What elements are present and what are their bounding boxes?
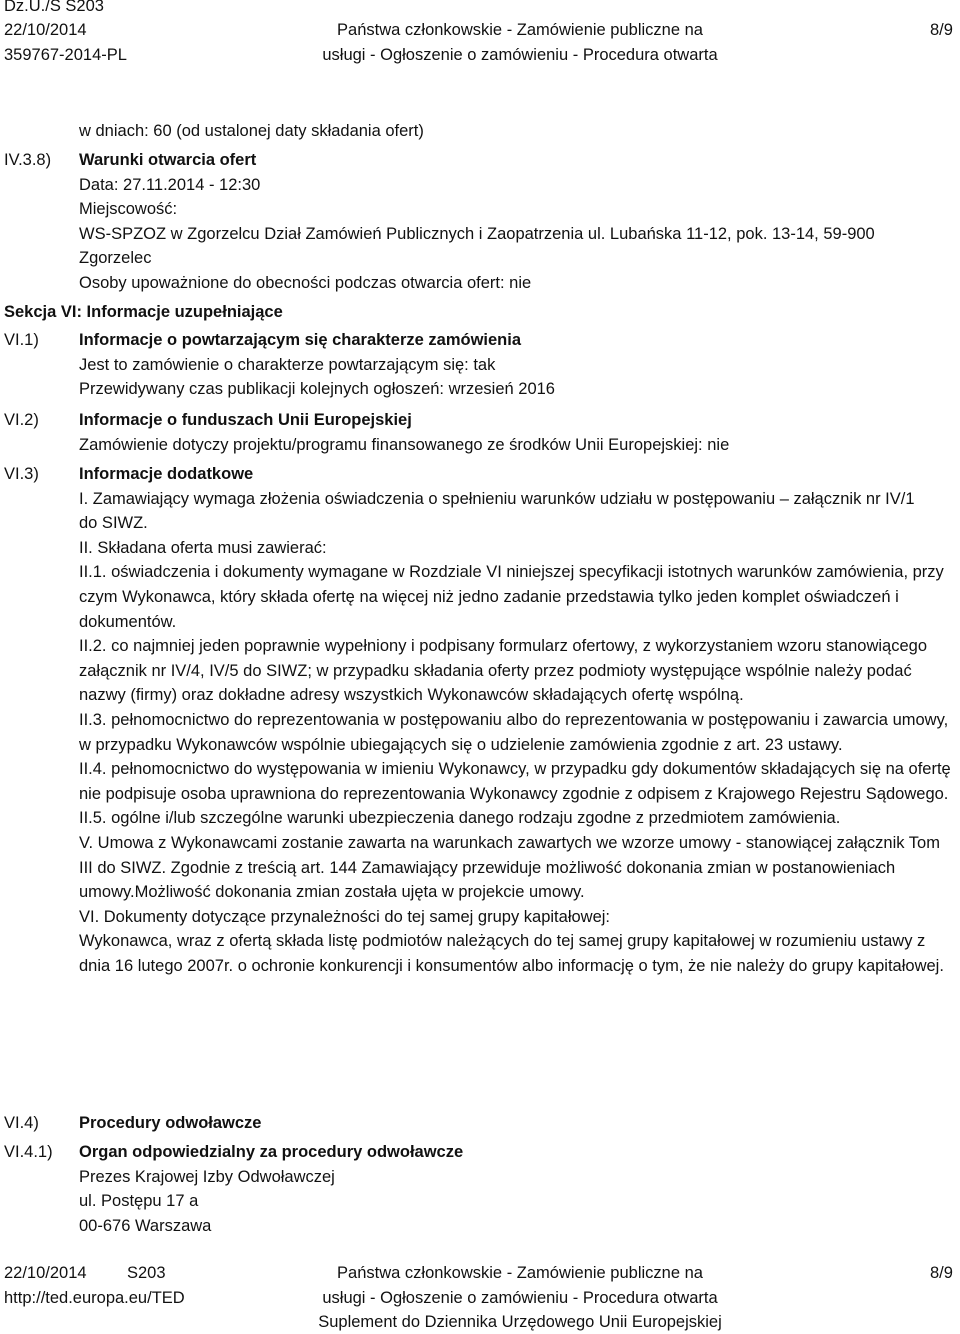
section-vi4	[79, 1111, 951, 1136]
paragraph: V. Umowa z Wykonawcami zostanie zawarta na warunkach zawartych we wzorze umowy - stanowiącej załącznik Tom III do SIWZ. Zgodnie z treścią art. 144 Zamawiający przewiduje możliwość dokonania zmian w postanowieniach umowy.Możliwość dokonania zmian została ujęta w projekcie umowy.	[79, 833, 940, 902]
section-iv38	[79, 148, 951, 296]
section-vi41	[79, 1140, 951, 1238]
section-title: Informacje o powtarzającym się charakterze zamówienia	[79, 331, 522, 349]
footer-date: 22/10/2014	[4, 1264, 87, 1282]
header-title-line2: usługi - Ogłoszenie o zamówieniu - Procedura otwarta	[322, 46, 718, 64]
footer-title-line3: Suplement do Dziennika Urzędowego Unii Europejskiej	[318, 1313, 722, 1331]
text-line: ul. Postępu 17 a	[79, 1192, 199, 1211]
section-title: Organ odpowiedzialny za procedury odwoławcze	[79, 1143, 464, 1161]
paragraph: Wykonawca, wraz z ofertą składa listę podmiotów należących do tej samej grupy kapitałowej w rozumieniu ustawy z dnia 16 lutego 2007r. o ochronie konkurencji i konsumentów albo informację o tym, że nie należy do grupy kapitałowej.	[79, 932, 944, 975]
paragraph: do SIWZ.	[79, 514, 148, 533]
paragraph: II.2. co najmniej jeden poprawnie wypełniony i podpisany formularz ofertowy, z wykorzystaniem wzoru stanowiącego załącznik nr IV/4, IV/5 do SIWZ; w przypadku składania oferty przez podmioty występujące wspólnie należy podać nazwy (firmy) oraz dokładne adresy wszystkich Wykonawców składających ofertę wspólną.	[79, 637, 928, 705]
journal-ref: Dz.U./S S203	[4, 0, 104, 15]
section-vi3	[79, 462, 951, 978]
section-title: Procedury odwoławcze	[79, 1114, 262, 1132]
section-number-vi2: VI.2)	[4, 411, 39, 429]
intro-line: w dniach: 60 (od ustalonej daty składania ofert)	[79, 122, 424, 140]
text-line: Osoby upoważnione do obecności podczas otwarcia ofert: nie	[79, 273, 532, 292]
footer-code: S203	[127, 1264, 166, 1282]
section-number-vi41: VI.4.1)	[4, 1143, 53, 1161]
text-line: Jest to zamówienie o charakterze powtarzającym się: tak	[79, 355, 496, 374]
text-line: Data: 27.11.2014 - 12:30	[79, 175, 261, 194]
header-date: 22/10/2014	[4, 21, 87, 39]
section-heading-vi: Sekcja VI: Informacje uzupełniające	[4, 303, 283, 321]
header-page-number: 8/9	[930, 21, 953, 39]
paragraph: II. Składana oferta musi zawierać:	[79, 538, 327, 557]
section-number-vi1: VI.1)	[4, 331, 39, 349]
text-line: WS-SPZOZ w Zgorzelcu Dział Zamówień Publicznych i Zaopatrzenia ul. Lubańska 11-12, pok. 13-14, 59-900	[79, 224, 875, 243]
section-number-vi3: VI.3)	[4, 465, 39, 483]
notice-number: 359767-2014-PL	[4, 46, 127, 64]
text-line: Przewidywany czas publikacji kolejnych ogłoszeń: wrzesień 2016	[79, 380, 555, 399]
paragraph: I. Zamawiający wymaga złożenia oświadczenia o spełnieniu warunków udziału w postępowaniu – załącznik nr IV/1	[79, 489, 915, 508]
paragraph: VI. Dokumenty dotyczące przynależności do tej samej grupy kapitałowej:	[79, 907, 611, 926]
section-number-vi4: VI.4)	[4, 1114, 39, 1132]
header-title-line1: Państwa członkowskie - Zamówienie publiczne na	[337, 21, 703, 39]
paragraph: II.3. pełnomocnictwo do reprezentowania w postępowaniu albo do reprezentowania w postępowaniu i zawarcia umowy, w przypadku Wykonawców wspólnie ubiegających się o udzielenie zamówienia zgodnie z art. 23 ustawy.	[79, 710, 949, 754]
section-title: Warunki otwarcia ofert	[79, 151, 257, 169]
text-line: Prezes Krajowej Izby Odwoławczej	[79, 1167, 335, 1186]
paragraph: II.4. pełnomocnictwo do występowania w imieniu Wykonawcy, w przypadku gdy dokumentów składających się na ofertę nie podpisuje osoba uprawniona do reprezentowania Wykonawcy zgodnie z odpisem z Krajowego Rejestru Sądowego.	[79, 760, 951, 803]
footer-title-line1: Państwa członkowskie - Zamówienie publiczne na	[337, 1264, 703, 1282]
section-vi2	[79, 408, 951, 457]
text-line: Zamówienie dotyczy projektu/programu finansowanego ze środków Unii Europejskiej: nie	[79, 435, 730, 454]
footer-url: http://ted.europa.eu/TED	[4, 1289, 185, 1307]
section-title: Informacje o funduszach Unii Europejskiej	[79, 411, 412, 429]
paragraph: II.1. oświadczenia i dokumenty wymagane w Rozdziale VI niniejszej specyfikacji istotnych warunków zamówienia, przy czym Wykonawca, który składa ofertę na więcej niż jedno zadanie przedstawia tylko jeden komplet oświadczeń i dokumentów.	[79, 563, 944, 631]
text-line: Miejscowość:	[79, 200, 178, 219]
section-title: Informacje dodatkowe	[79, 465, 254, 483]
text-line: Zgorzelec	[79, 249, 152, 268]
footer-title-line2: usługi - Ogłoszenie o zamówieniu - Procedura otwarta	[322, 1289, 718, 1307]
footer-page-number: 8/9	[930, 1264, 953, 1282]
paragraph: II.5. ogólne i/lub szczególne warunki ubezpieczenia danego rodzaju zgodne z przedmiotem zamówienia.	[79, 809, 841, 828]
section-number-iv38: IV.3.8)	[4, 151, 52, 169]
section-vi1	[79, 328, 951, 402]
text-line: 00-676 Warszawa	[79, 1216, 212, 1235]
